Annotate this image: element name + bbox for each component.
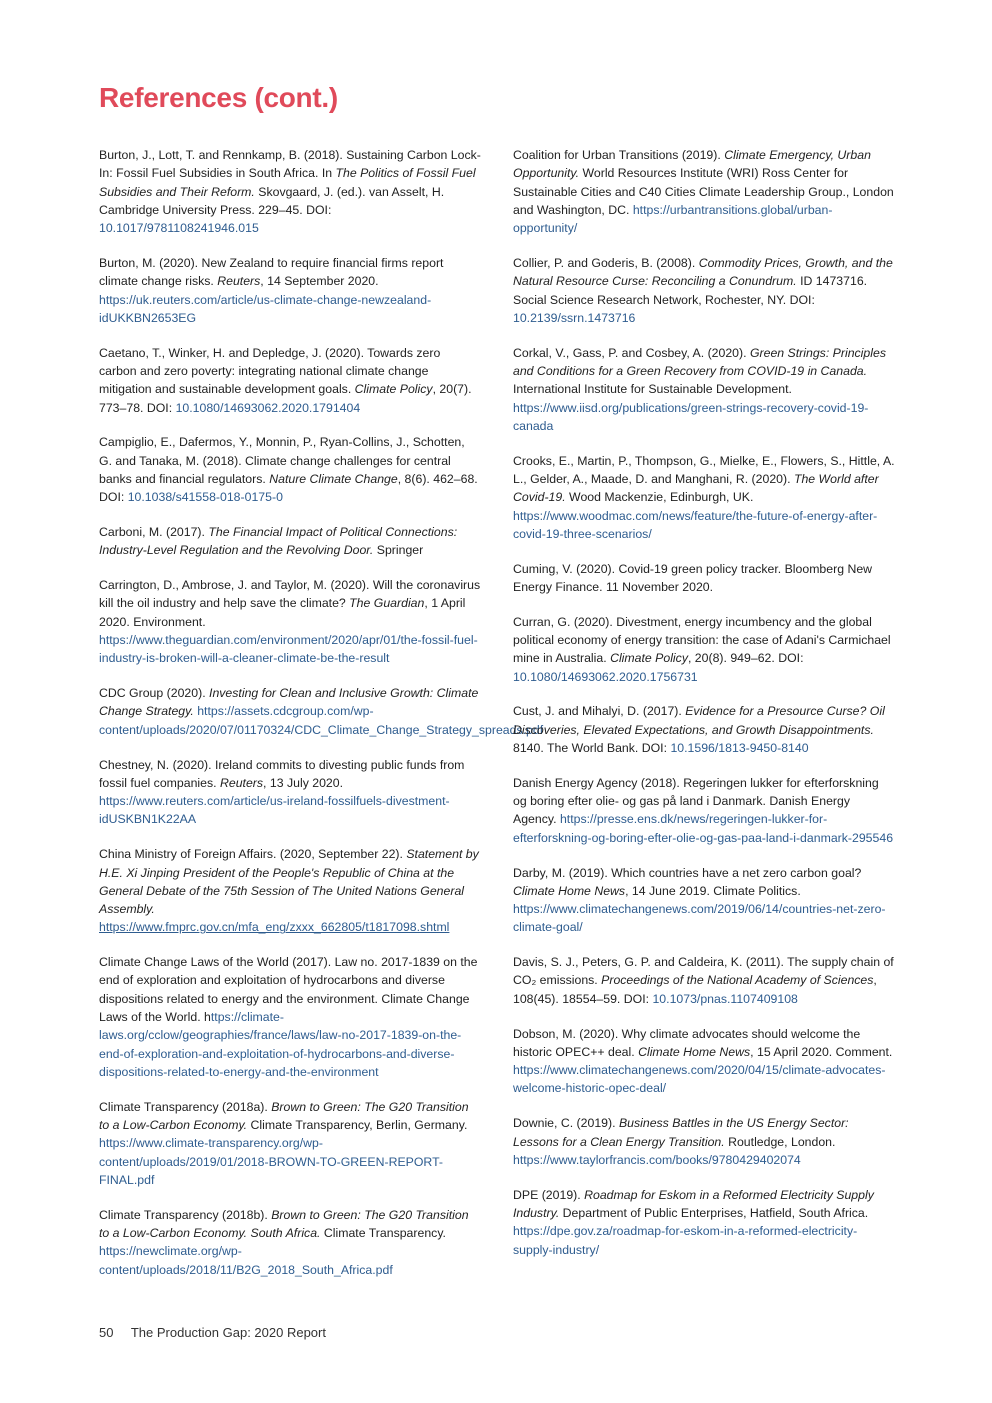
reference-link[interactable]: https://uk.reuters.com/article/us-climate-change-newzealand-idUKKBN2653EG <box>99 292 432 325</box>
reference-link[interactable]: https://dpe.gov.za/roadmap-for-eskom-in-a-reformed-electricity-supply-industry/ <box>513 1224 858 1257</box>
reference-text: DPE (2019). <box>513 1187 585 1202</box>
reference-link[interactable]: https://urbantransitions.global/urban-opportunity/ <box>513 202 833 236</box>
reference-text: Dobson, M. (2020). Why climate advocates should welcome the historic OPEC++ deal. <box>513 1026 864 1059</box>
reference-text: , 14 June 2019. Climate Politics. <box>625 883 805 898</box>
reference-entry <box>513 452 898 543</box>
reference-text: , 8(6). 462–68. DOI: <box>99 471 482 505</box>
reference-text: Darby, M. (2019). Which countries have a net zero carbon goal? <box>513 865 865 880</box>
reference-link[interactable]: 10.1073/pnas.1107409108 <box>652 991 798 1006</box>
reference-entry <box>99 953 481 1081</box>
reference-title: Commodity Prices, Growth, and the Natural Resource Curse: Reconciling a Conundrum. <box>513 255 897 289</box>
reference-entry <box>513 1025 895 1098</box>
reference-text: , 15 April 2020. Comment. <box>750 1044 896 1059</box>
reference-entry <box>99 1206 481 1279</box>
report-title: The Production Gap: 2020 Report <box>130 1325 326 1340</box>
reference-entry <box>513 953 898 1008</box>
reference-text: Carboni, M. (2017). <box>99 525 209 540</box>
reference-title: The Guardian <box>349 596 425 611</box>
reference-text: Climate Transparency (2018b). <box>99 1207 272 1222</box>
reference-link[interactable]: 10.1596/1813-9450-8140 <box>670 741 809 756</box>
reference-entry <box>513 254 895 327</box>
reference-link[interactable]: 10.1038/s41558-018-0175-0 <box>127 490 283 505</box>
reference-text: Cuming, V. (2020). Covid-19 green policy tracker. Bloomberg New Energy Finance. 11 November 2020. <box>513 561 876 594</box>
reference-text: Climate Transparency. <box>320 1226 450 1241</box>
reference-text: Campiglio, E., Dafermos, Y., Monnin, P., Ryan-Collins, J., Schotten, G. and Tanaka, M. (2018). Climate change challenges for central banks and financial regulators. <box>99 435 469 486</box>
reference-text: Carrington, D., Ambrose, J. and Taylor, M. (2020). Will the coronavirus kill the oil industry and help save the climate? <box>99 578 484 611</box>
reference-text: Climate Transparency, Berlin, Germany. <box>247 1118 471 1133</box>
reference-title: Nature Climate Change <box>269 471 398 486</box>
reference-title: Proceedings of the National Academy of Sciences <box>601 973 874 988</box>
reference-text <box>155 902 158 916</box>
reference-link[interactable]: https://www.theguardian.com/environment/2020/apr/01/the-fossil-fuel-industry-is-broken-will-a-cleaner-climate-be-the-result <box>99 633 478 666</box>
reference-title: Reuters <box>217 274 261 289</box>
reference-text: Skovgaard, J. (ed.). van Asselt, H. Cambridge University Press. 229–45. DOI: <box>99 184 448 217</box>
reference-title: The Politics of Fossil Fuel Subsidies and Their Reform. <box>99 166 480 199</box>
reference-text: China Ministry of Foreign Affairs. (2020, September 22). <box>99 847 407 862</box>
reference-link[interactable]: https://www.climatechangenews.com/2019/06/14/countries-net-zero-climate-goal/ <box>513 902 886 935</box>
reference-entry <box>513 774 895 847</box>
reference-title: Brown to Green: The G20 Transition to a Low-Carbon Economy. South Africa. <box>99 1207 472 1241</box>
reference-link[interactable]: https://www.fmprc.gov.cn/mfa_eng/zxxx_662805/t1817098.shtml <box>99 920 450 935</box>
reference-entry <box>513 702 895 757</box>
reference-text: , 108(45). 18554–59. DOI: <box>513 973 881 1006</box>
reference-entry <box>99 146 481 237</box>
reference-title: Investing for Clean and Inclusive Growth: Climate Change Strategy. <box>99 686 482 719</box>
reference-text: International Institute for Sustainable Development. <box>513 363 871 397</box>
reference-text: Routledge, London. <box>724 1134 839 1149</box>
reference-link[interactable]: https://newclimate.org/wp-content/uploads/2018/11/B2G_2018_South_Africa.pdf <box>99 1244 393 1277</box>
reference-entry <box>99 684 544 739</box>
reference-text: Chestney, N. (2020). Ireland commits to divesting public funds from fossil fuel companies. <box>99 757 468 790</box>
reference-title: Climate Policy <box>610 651 688 666</box>
reference-text: Burton, M. (2020). New Zealand to require financial firms report climate change risks. <box>99 255 447 289</box>
references-column-left <box>99 146 544 1295</box>
reference-title: Reuters <box>219 775 264 790</box>
reference-title: Climate Home News <box>638 1044 751 1059</box>
reference-link[interactable]: https://www.iisd.org/publications/green-strings-recovery-covid-19-canada <box>513 400 869 433</box>
reference-entry <box>513 344 895 435</box>
reference-title: Climate Policy <box>354 382 433 397</box>
reference-text: Climate Change Laws of the World (2017). Law no. 2017-1839 on the end of exploration and exploitation of hydrocarbons and diverse dispositions related to energy and the environment. Climate Change Laws of the World. h <box>99 955 481 1025</box>
reference-entry <box>513 1186 895 1259</box>
reference-text: Climate Transparency (2018a). <box>99 1099 272 1114</box>
reference-title: Brown to Green: The G20 Transition to a Low-Carbon Economy. <box>99 1099 472 1133</box>
reference-title: Business Battles in the US Energy Sector: Lessons for a Clean Energy Transition. <box>513 1116 853 1149</box>
reference-text: Downie, C. (2019). <box>513 1116 619 1131</box>
reference-text: Corkal, V., Gass, P. and Cosbey, A. (2020). <box>513 345 750 360</box>
reference-text: Crooks, E., Martin, P., Thompson, G., Mielke, E., Flowers, S., Hittle, A. L., Gelder, A., Maade, D. and Manghani, R. (2020). <box>513 453 898 486</box>
reference-link[interactable]: 10.2139/ssrn.1473716 <box>513 310 636 325</box>
reference-title: Statement by H.E. Xi Jinping President of the People's Republic of China at the General Debate of the 75th Session of The United Nations General Assembly. <box>99 847 483 917</box>
reference-link[interactable]: https://www.taylorfrancis.com/books/9780429402074 <box>513 1152 801 1167</box>
reference-link[interactable]: 10.1080/14693062.2020.1791404 <box>175 400 361 415</box>
reference-text: Department of Public Enterprises, Hatfield, South Africa. <box>559 1205 872 1220</box>
reference-entry <box>513 560 895 597</box>
reference-link[interactable]: https://www.woodmac.com/news/feature/the-future-of-energy-after-covid-19-three-scenarios/ <box>513 508 878 541</box>
reference-text: , 1 April 2020. Environment. <box>99 596 469 629</box>
reference-text: Burton, J., Lott, T. and Rennkamp, B. (2018). Sustaining Carbon Lock-In: Fossil Fuel Subsidies in South Africa. In <box>99 148 481 181</box>
reference-link[interactable]: 10.1017/9781108241946.015 <box>99 221 259 236</box>
reference-title: The Financial Impact of Political Connections: Industry-Level Regulation and the Revolving Door. <box>99 525 461 558</box>
reference-entry <box>513 613 895 686</box>
reference-text: ID 1473716. Social Science Research Network, Rochester, NY. DOI: <box>513 274 871 307</box>
reference-entry <box>99 845 481 936</box>
reference-text: Davis, S. J., Peters, G. P. and Caldeira, K. (2011). The supply chain of CO₂ emissions. <box>513 955 898 988</box>
reference-text: Wood Mackenzie, Edinburgh, UK. <box>565 490 757 505</box>
reference-text: Caetano, T., Winker, H. and Depledge, J. (2020). Towards zero carbon and zero poverty: integrating national climate change mitigation and sustainable development goals. <box>99 345 444 397</box>
reference-text: , 13 July 2020. <box>263 775 347 790</box>
reference-entry <box>99 344 481 417</box>
page-number: 50 <box>99 1325 114 1340</box>
reference-link[interactable]: https://presse.ens.dk/news/regeringen-lukker-for-efterforskning-og-boring-efter-olie-og-gas-paa-land-i-danmark-295546 <box>513 812 894 845</box>
reference-title: Green Strings: Principles and Conditions for a Green Recovery from COVID-19 in Canada. <box>513 345 890 378</box>
reference-link[interactable]: https://www.climate-transparency.org/wp-content/uploads/2019/01/2018-BROWN-TO-GREEN-REPORT-FINAL.pdf <box>99 1136 444 1187</box>
reference-entry <box>513 146 898 237</box>
reference-link[interactable]: https://assets.cdcgroup.com/wp-content/uploads/2020/07/01170324/CDC_Climate_Change_Strategy_spreads.pdf <box>99 704 544 737</box>
reference-text: CDC Group (2020). <box>99 686 210 701</box>
reference-link[interactable]: https://www.reuters.com/article/us-ireland-fossilfuels-divestment-idUSKBN1K22AA <box>99 794 450 827</box>
page-footer <box>99 1325 326 1340</box>
reference-text: , 20(8). 949–62. DOI: <box>687 651 807 666</box>
reference-title: Climate Home News <box>513 883 626 898</box>
reference-entry <box>513 1114 895 1169</box>
reference-entry <box>99 254 481 327</box>
reference-text: Cust, J. and Mihalyi, D. (2017). <box>513 704 686 719</box>
reference-text: Springer <box>373 543 424 558</box>
reference-title: Evidence for a Presource Curse? Oil Discoveries, Elevated Expectations, and Growth Disappointments. <box>513 704 889 737</box>
reference-title: The World after Covid-19. <box>513 471 883 505</box>
reference-title: Roadmap for Eskom in a Reformed Electricity Supply Industry. <box>513 1187 878 1220</box>
reference-entry <box>99 576 484 667</box>
reference-entry <box>99 523 481 560</box>
reference-link[interactable]: https://www.climatechangenews.com/2020/04/15/climate-advocates-welcome-historic-opec-deal/ <box>513 1063 886 1096</box>
reference-text: , 14 September 2020. <box>260 274 382 289</box>
references-column-right <box>513 146 898 1275</box>
reference-entry <box>513 864 895 937</box>
page-title: References (cont.) <box>99 82 338 113</box>
reference-title: Climate Emergency, Urban Opportunity. <box>513 148 875 181</box>
reference-text: Collier, P. and Goderis, B. (2008). <box>513 255 699 270</box>
reference-entry <box>99 756 481 829</box>
reference-entry <box>99 433 481 506</box>
reference-text: Curran, G. (2020). Divestment, energy incumbency and the global political economy of energy transition: the case of Adani's Carmichael mine in Australia. <box>513 614 895 666</box>
reference-text: World Resources Institute (WRI) Ross Center for Sustainable Cities and C40 Cities Climate Leadership Group., London and Washington, DC. <box>513 166 898 217</box>
reference-text: Danish Energy Agency (2018). Regeringen lukker for efterforskning og boring efter olie- og gas på land i Danmark. Danish Energy Agency. <box>513 775 883 827</box>
reference-text: , 20(7). 773–78. DOI: <box>99 382 475 415</box>
reference-link[interactable]: ttps://climate-laws.org/cclow/geographies/france/laws/law-no-2017-1839-on-the-end-of-exploration-and-exploitation-of-hydrocarbons-and-diverse-dispositions-related-to-energy-and-the-environment <box>99 1010 462 1079</box>
reference-text: 8140. The World Bank. DOI: <box>513 722 878 756</box>
reference-entry <box>99 1098 481 1189</box>
reference-text: Coalition for Urban Transitions (2019). <box>513 148 725 162</box>
reference-link[interactable]: 10.1080/14693062.2020.1756731 <box>513 669 698 684</box>
